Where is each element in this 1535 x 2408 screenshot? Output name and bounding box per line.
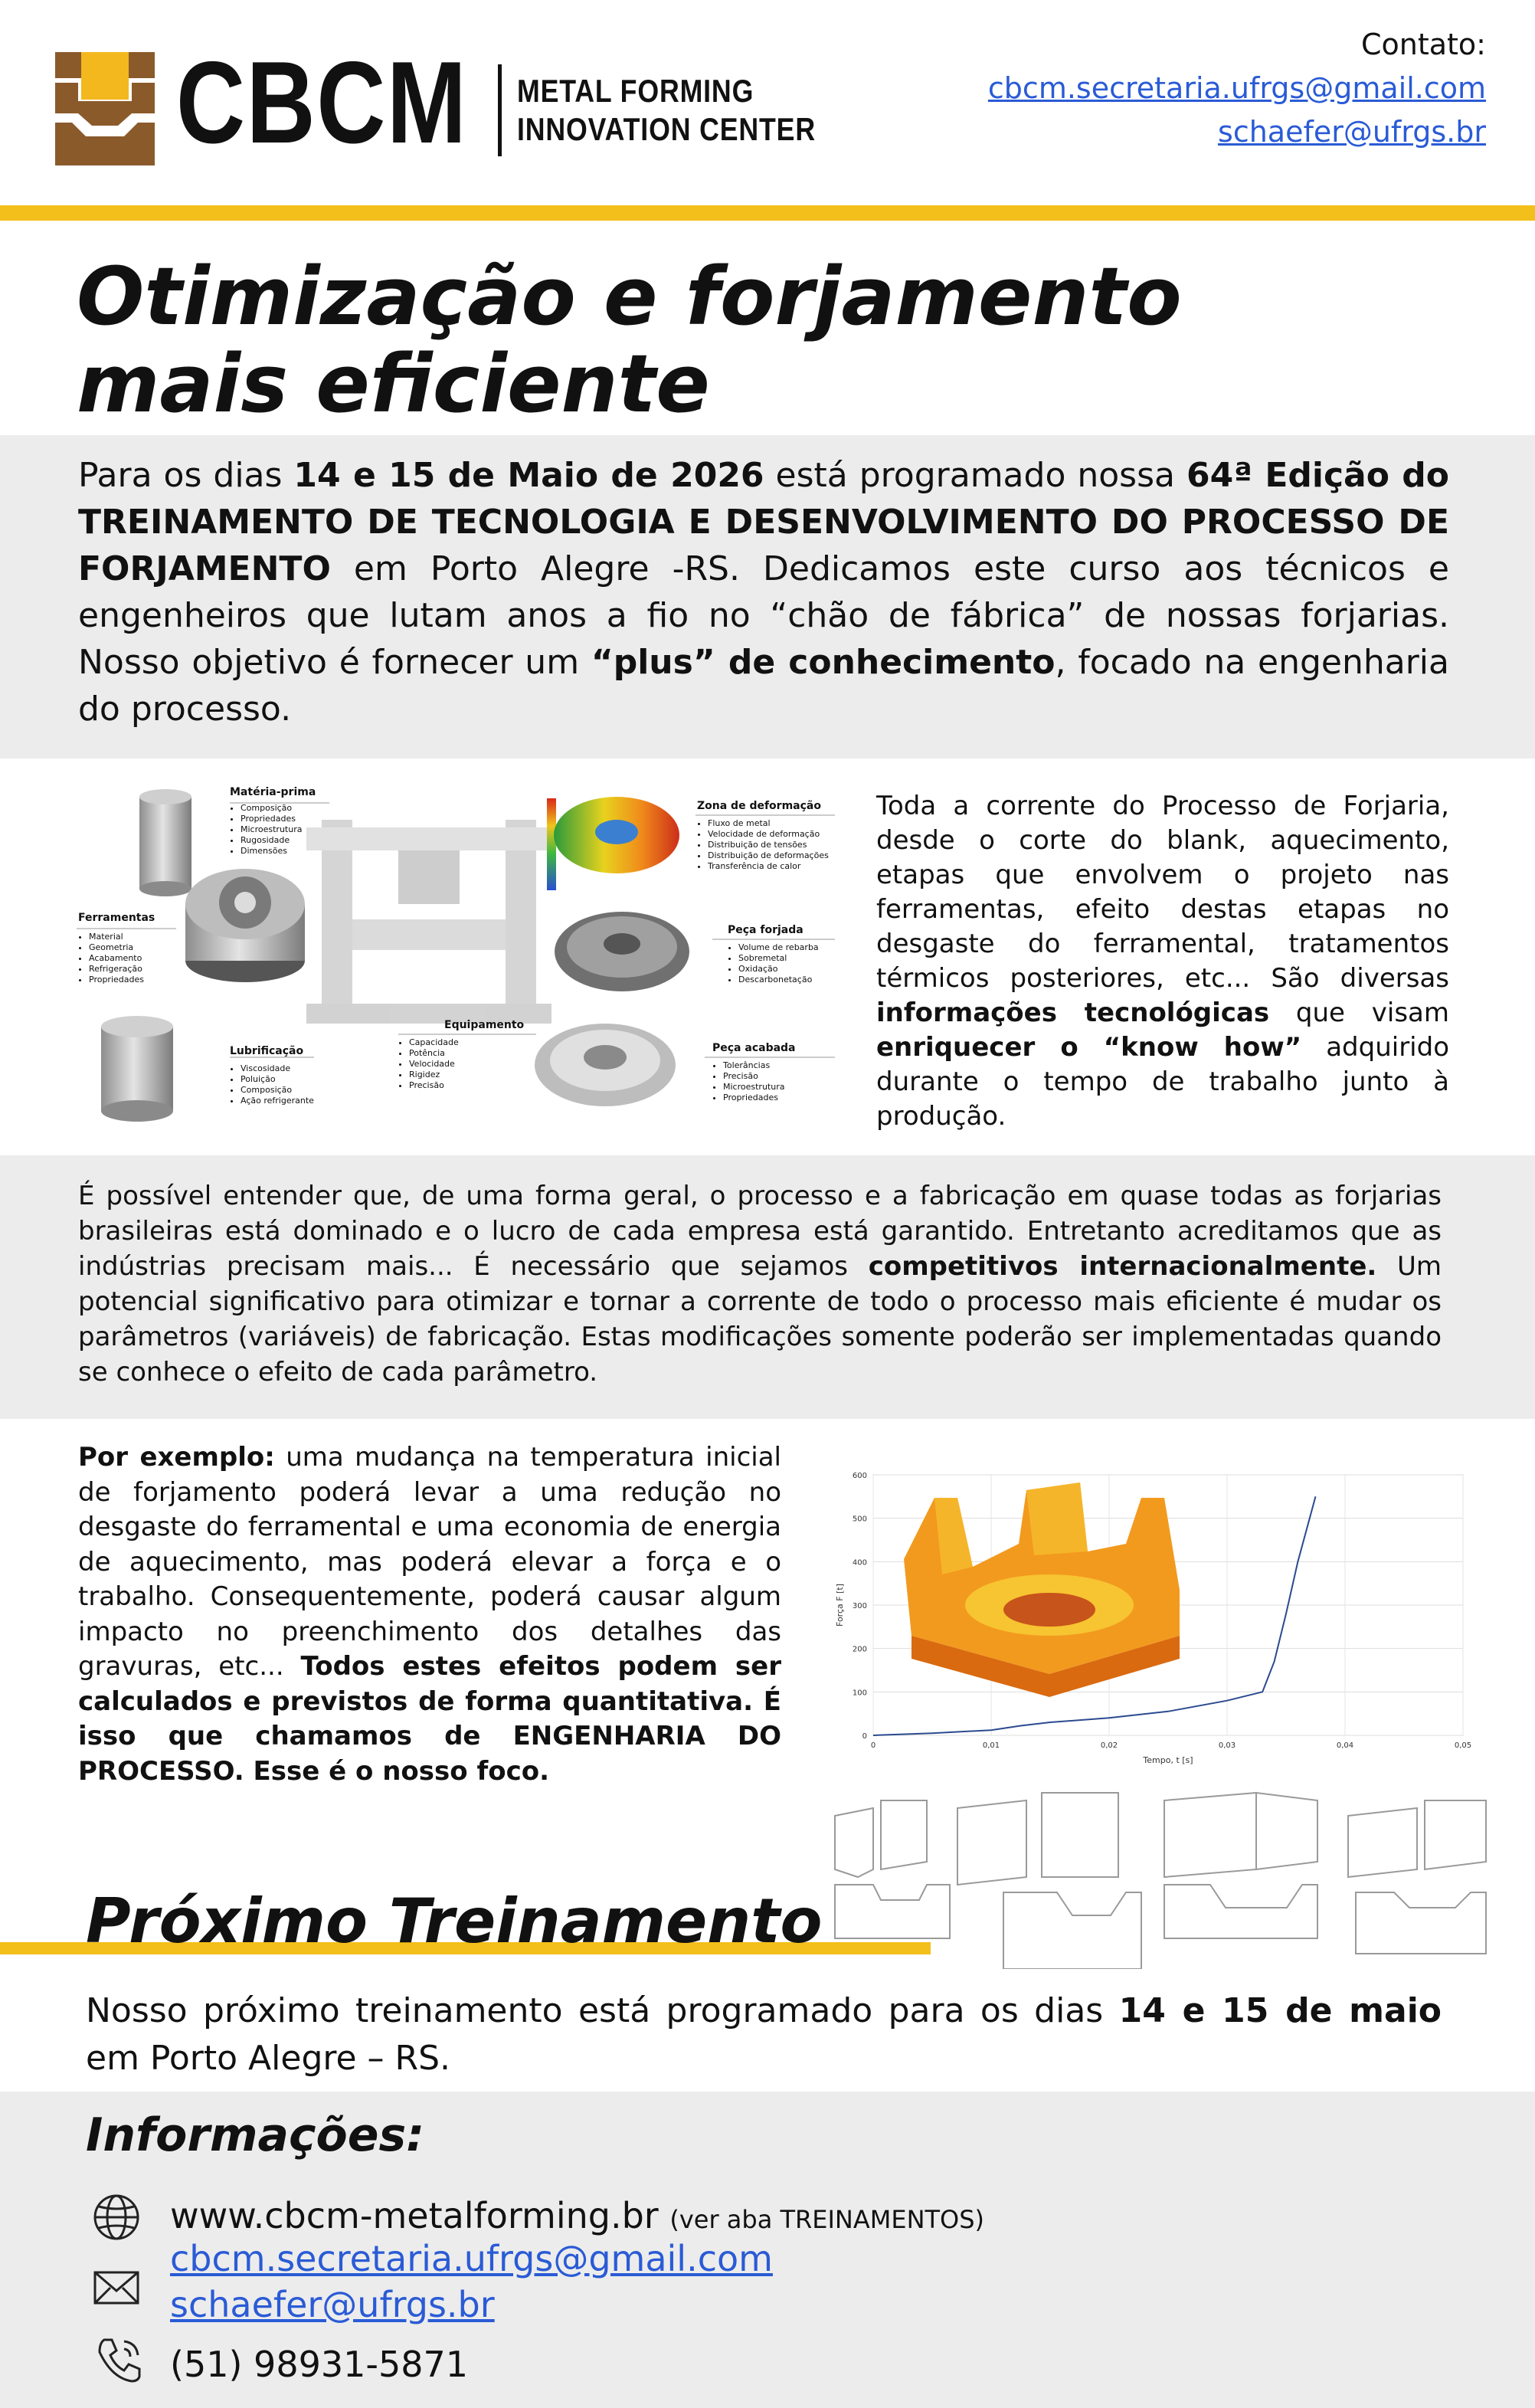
lubrificacao-item: • Ação refrigerante bbox=[241, 1096, 314, 1106]
acabada-item: • Precisão bbox=[723, 1071, 796, 1082]
die-image bbox=[185, 869, 305, 982]
forjada-item: • Descarbonetação bbox=[738, 975, 819, 985]
intro-edition: 64ª Edição do TREINAMENTO DE TECNOLOGIA E DESENVOLVIMENTO DO PROCESSO DE FORJAMENTO bbox=[78, 456, 1450, 588]
side-text-3: adquirido durante o tempo de trabalho junto à produção. bbox=[876, 1032, 1449, 1132]
phone-number[interactable]: (51) 98931-5871 bbox=[170, 2344, 469, 2385]
forjada-item: • Sobremetal bbox=[738, 953, 819, 964]
logo-divider bbox=[498, 64, 502, 156]
phone-icon bbox=[95, 2335, 144, 2384]
header-divider bbox=[0, 205, 1535, 221]
intro-text-2: está programado nossa bbox=[764, 456, 1186, 495]
materia_prima-item: • Dimensões bbox=[241, 846, 316, 857]
contact-email-link-2[interactable]: schaefer@ufrgs.br bbox=[1218, 115, 1486, 149]
para2-text-2: Um potencial significativo para otimizar e tornar a corrente de todo o processo mais eficiente é mudar os parâmetros (variáveis) de fabricação. Estas modificações somente poderão ser implementadas quando se conhece o efeito de cada parâmetro. bbox=[78, 1251, 1442, 1387]
ferramentas-item: • Material bbox=[89, 932, 155, 942]
forged-part-image bbox=[555, 912, 689, 991]
website-link[interactable]: www.cbcm-metalforming.br bbox=[170, 2195, 659, 2236]
force-time-chart bbox=[820, 1460, 1478, 1766]
intro-text-1: Para os dias bbox=[78, 456, 294, 495]
example-label: Por exemplo: bbox=[78, 1442, 275, 1473]
next-text-1: Nosso próximo treinamento está programado para os dias bbox=[86, 1991, 1119, 2030]
brand-subtitle-line1: METAL FORMING bbox=[517, 73, 754, 109]
brand-subtitle bbox=[517, 72, 816, 149]
y-tick-label: 300 bbox=[852, 1602, 867, 1610]
para2-text-1: É possível entender que, de uma forma geral, o processo e a fabricação em quase todas as forjarias brasileiras está dominado e o lucro de cada empresa está garantido. Entretanto acreditamos que as indústrias precisam mais... É necessário que sejamos bbox=[78, 1181, 1442, 1282]
globe-icon bbox=[92, 2193, 141, 2242]
zona-item: • Transferência de calor bbox=[708, 861, 829, 872]
y-axis-label: Força F [t] bbox=[835, 1584, 845, 1627]
intro-paragraph bbox=[78, 452, 1449, 732]
ferramentas-item: • Geometria bbox=[89, 942, 155, 953]
forjada-item: • Oxidação bbox=[738, 964, 819, 975]
info-email-link-2[interactable]: schaefer@ufrgs.br bbox=[170, 2284, 495, 2325]
lubrificacao-item: • Viscosidade bbox=[241, 1063, 314, 1074]
y-tick-label: 100 bbox=[852, 1689, 867, 1698]
forjada-item: • Volume de rebarba bbox=[738, 942, 819, 953]
y-tick-label: 0 bbox=[862, 1732, 867, 1741]
lubrificacao-item: • Poluição bbox=[241, 1074, 314, 1085]
label-deformation-zone bbox=[697, 800, 829, 872]
billet-image bbox=[101, 1016, 173, 1122]
label-lubrication bbox=[230, 1045, 314, 1106]
brand-subtitle-line2: INNOVATION CENTER bbox=[517, 111, 816, 147]
example-text: uma mudança na temperatura inicial de forjamento poderá levar a uma redução no desgaste do ferramental e uma economia de energia de aquecimento, mas poderá elevar a força e o trabalho. Consequentemente, poderá causar algum impacto no preenchimento dos detalhes das gravuras, etc... bbox=[78, 1442, 782, 1682]
label-raw-material bbox=[230, 786, 316, 857]
equipamento-item: • Precisão bbox=[409, 1080, 524, 1091]
next-text-2: em Porto Alegre – RS. bbox=[86, 2039, 451, 2078]
equipment-list bbox=[409, 1037, 524, 1091]
contact-label: Contato: bbox=[1360, 28, 1486, 61]
page-title-line2: mais eficiente bbox=[77, 337, 710, 431]
ferramentas-item: • Acabamento bbox=[89, 953, 155, 964]
tools-list bbox=[89, 932, 155, 985]
x-tick-label: 0 bbox=[870, 1741, 876, 1750]
info-title: Informações: bbox=[86, 2108, 425, 2162]
intro-date: 14 e 15 de Maio de 2026 bbox=[293, 456, 764, 495]
contact-block bbox=[988, 23, 1486, 154]
x-axis-label: Tempo, t [s] bbox=[1143, 1755, 1193, 1765]
intro-text-3: em Porto Alegre -RS. Dedicamos este curso aos técnicos e engenheiros que lutam anos a fio no “chão de fábrica” de nossas forjarias. Nosso objetivo é fornecer um bbox=[78, 549, 1449, 682]
intro-plus: “plus” de conhecimento bbox=[591, 643, 1056, 682]
materia_prima-item: • Rugosidade bbox=[241, 835, 316, 846]
deformation-zone-list bbox=[708, 818, 829, 872]
y-tick-label: 400 bbox=[852, 1558, 867, 1568]
forged-part-list bbox=[738, 942, 819, 985]
para2-bold: competitivos internacionalmente. bbox=[868, 1251, 1377, 1282]
materia_prima-item: • Composição bbox=[241, 803, 316, 814]
contact-email-link-1[interactable]: cbcm.secretaria.ufrgs@gmail.com bbox=[987, 71, 1486, 105]
lubrication-list bbox=[241, 1063, 314, 1106]
acabada-item: • Propriedades bbox=[723, 1093, 796, 1103]
color-scale bbox=[547, 798, 556, 890]
raw-material-image bbox=[139, 789, 191, 896]
ferramentas-item: • Propriedades bbox=[89, 975, 155, 985]
acabada-item: • Microestrutura bbox=[723, 1082, 796, 1093]
y-tick-label: 600 bbox=[852, 1472, 867, 1480]
example-paragraph bbox=[78, 1440, 781, 1789]
equipment-title: Equipamento bbox=[444, 1019, 525, 1031]
lubrication-title: Lubrificação bbox=[230, 1045, 304, 1057]
tools-title: Ferramentas bbox=[78, 912, 155, 924]
page-title-line1: Otimização e forjamento bbox=[77, 250, 1182, 343]
brand-name: CBCM bbox=[176, 38, 468, 168]
next-training-text bbox=[86, 1987, 1442, 2082]
x-tick-label: 0,01 bbox=[982, 1741, 1000, 1750]
label-finished-part bbox=[712, 1042, 796, 1103]
simulated-gear-image bbox=[554, 797, 679, 873]
deformation-zone-title: Zona de deformação bbox=[697, 800, 821, 812]
process-chain-text bbox=[876, 789, 1449, 1134]
x-tick-label: 0,05 bbox=[1454, 1741, 1472, 1750]
x-tick-label: 0,03 bbox=[1218, 1741, 1236, 1750]
lubrificacao-item: • Composição bbox=[241, 1085, 314, 1096]
side-bold-2: enriquecer o “know how” bbox=[876, 1032, 1302, 1063]
forged-part-title: Peça forjada bbox=[728, 924, 804, 936]
raw-material-list bbox=[241, 803, 316, 857]
finished-part-title: Peça acabada bbox=[712, 1042, 796, 1054]
process-chain-figure bbox=[77, 774, 843, 1134]
page-title bbox=[77, 250, 1182, 431]
competitiveness-paragraph bbox=[78, 1178, 1442, 1390]
y-tick-label: 500 bbox=[852, 1515, 867, 1524]
side-text-1: Toda a corrente do Processo de Forjaria, desde o corte do blank, aquecimento, etapas que envolvem o projeto nas ferramentas, efeito destas etapas no desgaste do ferramental, tratamentos térmicos posteriores, etc... São diversas bbox=[876, 791, 1449, 994]
die-sketches bbox=[827, 1785, 1501, 1969]
side-bold-1: informações tecnológicas bbox=[876, 998, 1270, 1028]
label-forged-part bbox=[728, 924, 819, 985]
next-date: 14 e 15 de maio bbox=[1118, 1991, 1442, 2030]
zona-item: • Fluxo de metal bbox=[708, 818, 829, 829]
simulation-render bbox=[904, 1482, 1180, 1697]
y-tick-label: 200 bbox=[852, 1645, 867, 1654]
press-image bbox=[306, 820, 551, 1024]
example-bold: Todos estes efeitos podem ser calculados e previstos de forma quantitativa. É isso que chamamos de ENGENHARIA DO PROCESSO. Esse é o nosso foco. bbox=[78, 1651, 781, 1787]
acabada-item: • Tolerâncias bbox=[723, 1060, 796, 1071]
x-tick-label: 0,02 bbox=[1100, 1741, 1118, 1750]
envelope-icon bbox=[92, 2263, 141, 2312]
label-tools bbox=[78, 912, 155, 985]
intro-text-4: , focado na engenharia do processo. bbox=[78, 643, 1449, 729]
materia_prima-item: • Propriedades bbox=[241, 814, 316, 824]
zona-item: • Distribuição de tensões bbox=[708, 840, 829, 850]
equipamento-item: • Capacidade bbox=[409, 1037, 524, 1048]
finished-part-list bbox=[723, 1060, 796, 1103]
website-note: (ver aba TREINAMENTOS) bbox=[669, 2205, 985, 2234]
equipamento-item: • Potência bbox=[409, 1048, 524, 1059]
label-equipment bbox=[398, 1019, 524, 1091]
side-text-2: que visam bbox=[1269, 998, 1449, 1028]
logo-mark bbox=[55, 52, 155, 165]
finished-part-image bbox=[535, 1024, 676, 1106]
next-training-title: Próximo Treinamento bbox=[86, 1885, 823, 1957]
x-tick-label: 0,04 bbox=[1336, 1741, 1354, 1750]
equipamento-item: • Rigidez bbox=[409, 1070, 524, 1080]
zona-item: • Velocidade de deformação bbox=[708, 829, 829, 840]
equipamento-item: • Velocidade bbox=[409, 1059, 524, 1070]
materia_prima-item: • Microestrutura bbox=[241, 824, 316, 835]
ferramentas-item: • Refrigeração bbox=[89, 964, 155, 975]
raw-material-title: Matéria-prima bbox=[230, 786, 316, 798]
info-email-link-1[interactable]: cbcm.secretaria.ufrgs@gmail.com bbox=[170, 2238, 773, 2279]
zona-item: • Distribuição de deformações bbox=[708, 850, 829, 861]
